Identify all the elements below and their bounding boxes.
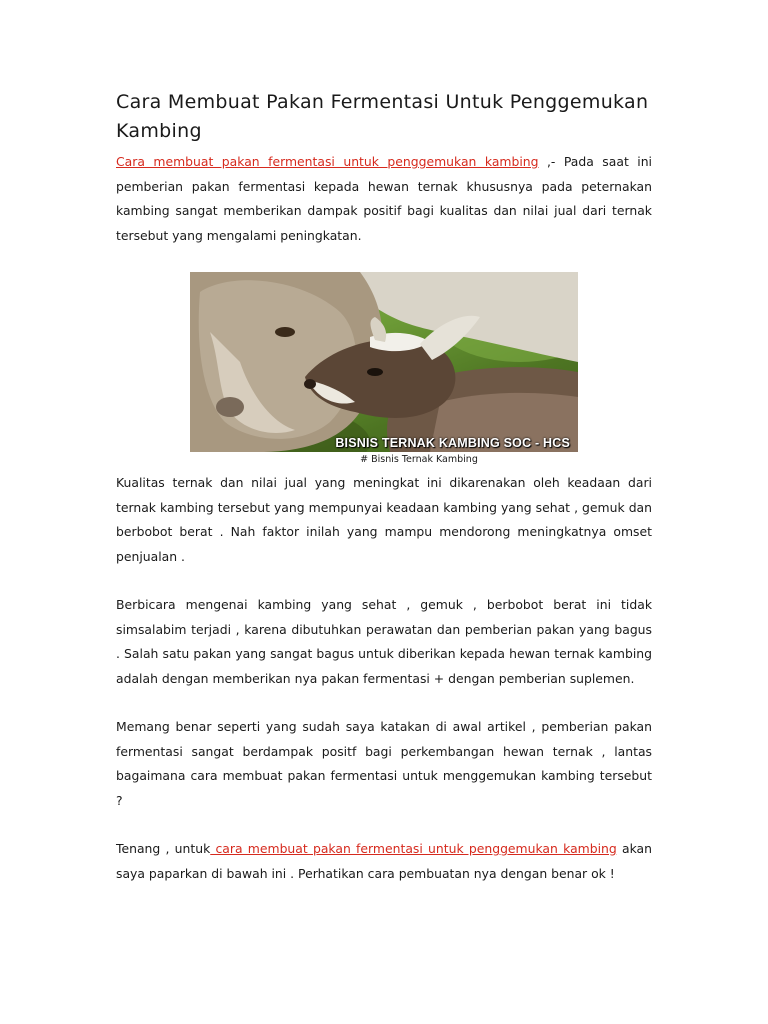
goat-figure: [190, 272, 578, 467]
image-caption: # Bisnis Ternak Kambing: [360, 454, 478, 465]
article-title: Cara Membuat Pakan Fermentasi Untuk Penggemukan Kambing: [116, 91, 649, 142]
paragraph-4: [116, 837, 652, 886]
paragraph-4-end: akan saya paparkan di bawah ini . Perhatikan cara pembuatan nya dengan benar ok !: [116, 841, 652, 881]
paragraph-4-link[interactable]: cara membuat pakan fermentasi untuk penggemukan kambing: [210, 841, 617, 856]
article-page: [116, 88, 652, 886]
image-watermark: BISNIS TERNAK KAMBING SOC - HCS: [335, 436, 570, 450]
goat-photo: [190, 272, 578, 452]
goat-illustration: [190, 272, 578, 452]
paragraph-1: Kualitas ternak dan nilai jual yang meningkat ini dikarenakan oleh keadaan dari ternak kambing tersebut yang mempunyai keadaan kambing yang sehat , gemuk dan berbobot berat . Nah faktor inilah yang mampu mendorong meningkatnya omset penjualan .: [116, 475, 652, 564]
intro-text: ,- Pada saat ini pemberian pakan fermentasi kepada hewan ternak khususnya pada peternakan kambing sangat memberikan dampak positif bagi kualitas dan nilai jual dari ternak tersebut yang mengalami peningkatan.: [116, 154, 652, 243]
paragraph-3: Memang benar seperti yang sudah saya katakan di awal artikel , pemberian pakan fermentasi sangat berdampak positf bagi perkembangan hewan ternak , lantas bagaimana cara membuat pakan fermentasi untuk menggemukan kambing tersebut ?: [116, 719, 652, 808]
paragraph-2: Berbicara mengenai kambing yang sehat , gemuk , berbobot berat ini tidak simsalabim terjadi , karena dibutuhkan perawatan dan pemberian pakan yang bagus . Salah satu pakan yang sangat bagus untuk diberikan kepada hewan ternak kambing adalah dengan memberikan nya pakan fermentasi + dengan pemberian suplemen.: [116, 597, 652, 686]
paragraph-4-start: Tenang , untuk: [116, 841, 211, 856]
intro-paragraph: [116, 150, 652, 248]
intro-link[interactable]: Cara membuat pakan fermentasi untuk penggemukan kambing: [116, 154, 539, 169]
